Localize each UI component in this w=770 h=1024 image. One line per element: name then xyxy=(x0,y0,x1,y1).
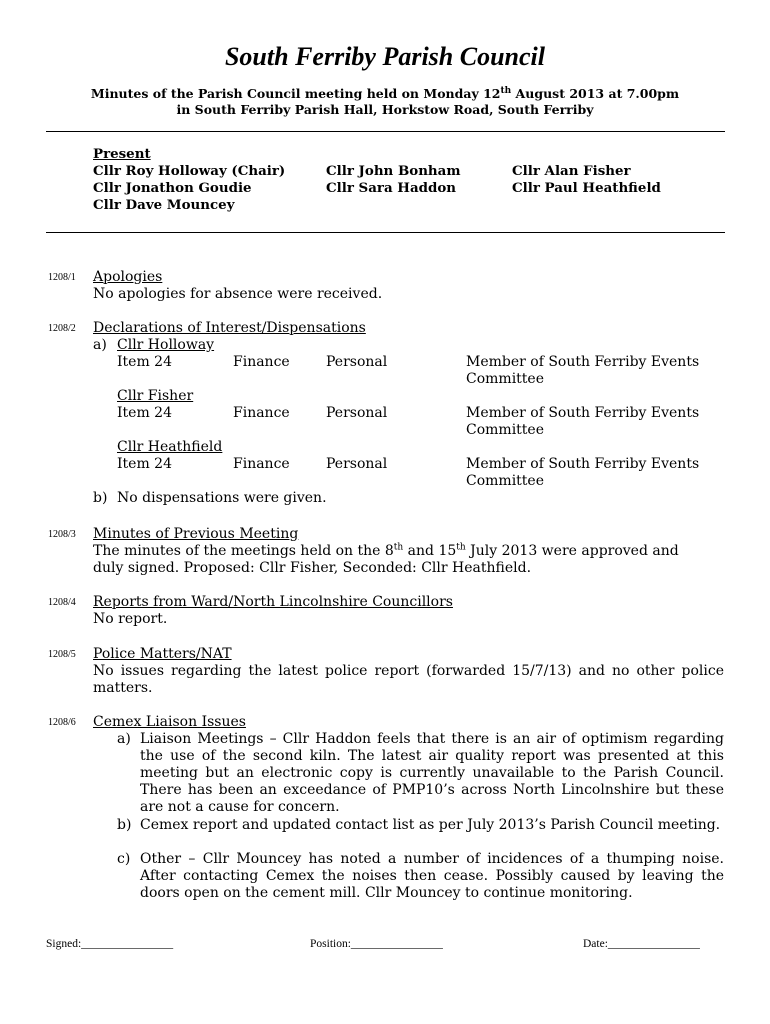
apologies-heading: Apologies xyxy=(93,269,163,285)
present-member: Cllr Sara Haddon xyxy=(326,180,457,196)
declaration-detail: Committee xyxy=(466,473,544,489)
declaration-detail: Committee xyxy=(466,371,544,387)
present-heading: Present xyxy=(93,146,151,162)
present-divider xyxy=(46,232,725,233)
item-number: 1208/3 xyxy=(48,529,76,540)
minutes-text-line-1: The minutes of the meetings held on the 8th and 15th July 2013 were approved and xyxy=(93,542,679,559)
cemex-a-label: a) xyxy=(117,731,131,747)
date-field: Date:________________ xyxy=(583,938,700,950)
present-member: Cllr Alan Fisher xyxy=(512,163,631,179)
declaration-item: Item 24 xyxy=(117,456,172,472)
declarations-b-label: b) xyxy=(93,490,108,506)
meeting-info-line-2: in South Ferriby Parish Hall, Horkstow Road, South Ferriby xyxy=(176,102,594,117)
declaration-category: Finance xyxy=(233,405,290,421)
item-number: 1208/6 xyxy=(48,717,76,728)
police-heading: Police Matters/NAT xyxy=(93,646,232,662)
declaration-item: Item 24 xyxy=(117,354,172,370)
present-member: Cllr John Bonham xyxy=(326,163,461,179)
declaration-type: Personal xyxy=(326,354,388,370)
declaration-cllr: Cllr Holloway xyxy=(117,337,215,353)
present-member: Cllr Jonathon Goudie xyxy=(93,180,252,196)
declaration-detail: Member of South Ferriby Events xyxy=(466,354,700,370)
cemex-a-text: Liaison Meetings – Cllr Haddon feels that there is an air of optimism regarding the use of the second kiln. The latest air quality report was presented at this meeting but an electronic copy is currently unavailable to the Parish Council. There has been an exceedance of PMP10’s across North Lincolnshire but these are not a cause for concern. xyxy=(140,731,724,815)
declaration-category: Finance xyxy=(233,456,290,472)
reports-text: No report. xyxy=(93,611,168,627)
declaration-type: Personal xyxy=(326,405,388,421)
reports-heading: Reports from Ward/North Lincolnshire Councillors xyxy=(93,594,453,610)
cemex-c-text: Other – Cllr Mouncey has noted a number of incidences of a thumping noise. After contacting Cemex the noises then cease. Possibly caused by leaving the doors open on the cement mill. Cllr Mouncey to continue monitoring. xyxy=(140,851,724,901)
declaration-item: Item 24 xyxy=(117,405,172,421)
declaration-detail: Member of South Ferriby Events xyxy=(466,456,700,472)
declaration-type: Personal xyxy=(326,456,388,472)
cemex-heading: Cemex Liaison Issues xyxy=(93,714,246,730)
declaration-cllr: Cllr Heathfield xyxy=(117,439,223,455)
minutes-text-line-2: duly signed. Proposed: Cllr Fisher, Seconded: Cllr Heathfield. xyxy=(93,560,532,576)
position-field: Position:________________ xyxy=(310,938,443,950)
present-member: Cllr Paul Heathfield xyxy=(512,180,661,196)
signed-field: Signed:________________ xyxy=(46,938,174,950)
declarations-heading: Declarations of Interest/Dispensations xyxy=(93,320,366,336)
declarations-a-label: a) xyxy=(93,337,107,353)
police-text: No issues regarding the latest police report (forwarded 15/7/13) and no other police matters. xyxy=(93,663,724,696)
item-number: 1208/4 xyxy=(48,597,76,608)
cemex-b-text: Cemex report and updated contact list as per July 2013’s Parish Council meeting. xyxy=(140,817,721,833)
item-number: 1208/5 xyxy=(48,649,76,660)
declaration-category: Finance xyxy=(233,354,290,370)
declarations-b-text: No dispensations were given. xyxy=(117,490,327,506)
minutes-heading: Minutes of Previous Meeting xyxy=(93,526,299,542)
declaration-detail: Member of South Ferriby Events xyxy=(466,405,700,421)
declaration-cllr: Cllr Fisher xyxy=(117,388,194,404)
apologies-text: No apologies for absence were received. xyxy=(93,286,383,302)
meeting-info-line-1: Minutes of the Parish Council meeting held on Monday 12th August 2013 at 7.00pm xyxy=(90,85,680,101)
item-number: 1208/1 xyxy=(48,272,76,283)
header-divider xyxy=(46,131,725,132)
item-number: 1208/2 xyxy=(48,323,76,334)
present-member: Cllr Dave Mouncey xyxy=(93,197,235,213)
cemex-c-label: c) xyxy=(117,851,131,867)
document-title: South Ferriby Parish Council xyxy=(224,42,546,71)
present-member: Cllr Roy Holloway (Chair) xyxy=(93,163,286,179)
cemex-b-label: b) xyxy=(117,817,132,833)
declaration-detail: Committee xyxy=(466,422,544,438)
